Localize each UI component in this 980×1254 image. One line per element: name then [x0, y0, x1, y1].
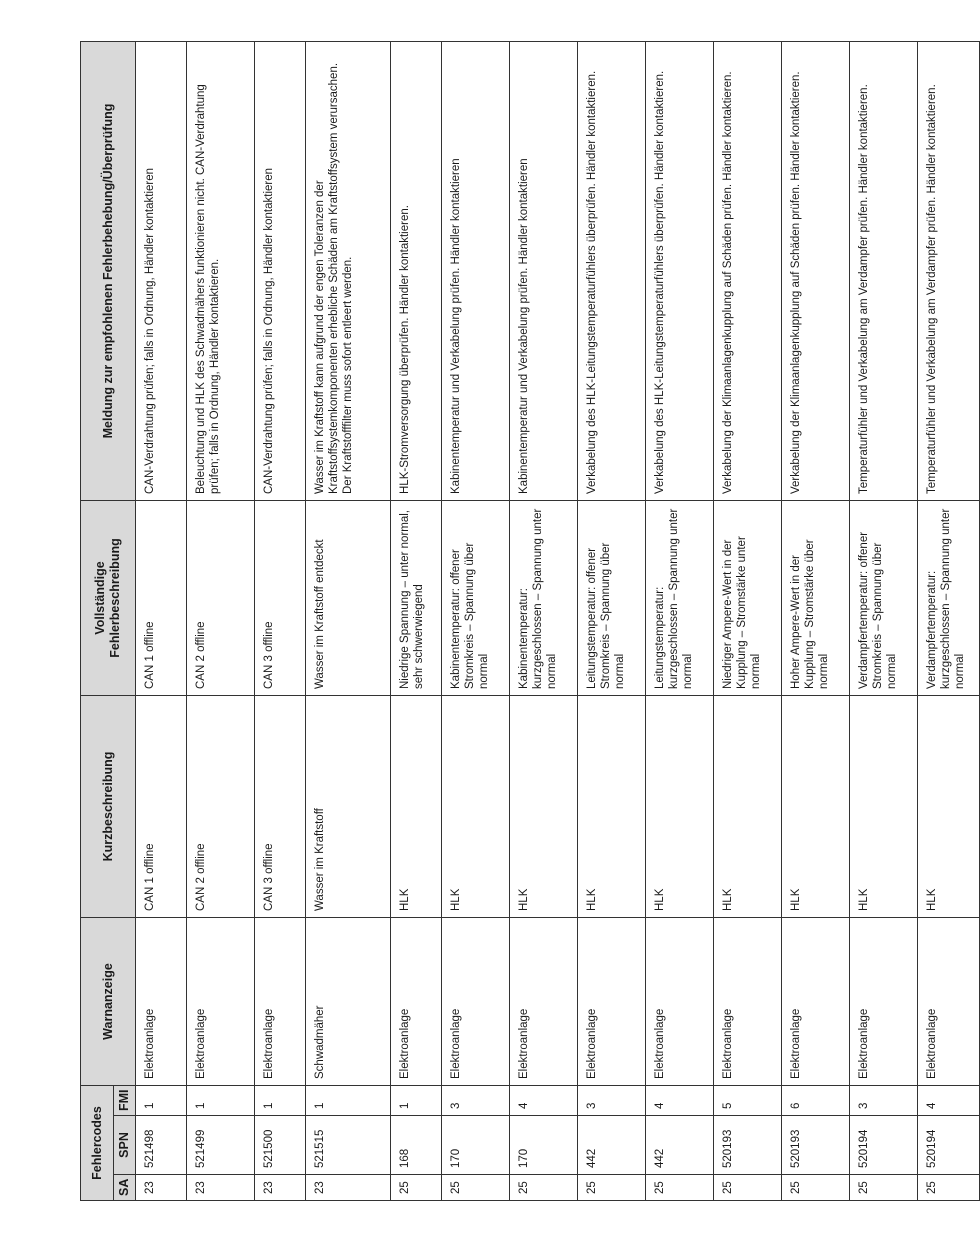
cell-warnanzeige: Elektroanlage	[918, 918, 980, 1086]
cell-vollstaendige: Verdampfertemperatur: kurzgeschlossen – Spannung unter normal	[918, 501, 980, 696]
cell-spn: 170	[442, 1116, 510, 1175]
cell-sa: 25	[442, 1175, 510, 1201]
cell-vollstaendige: Kabinentemperatur: offener Stromkreis – Spannung über normal	[442, 501, 510, 696]
cell-sa: 23	[136, 1175, 187, 1201]
table-row	[714, 42, 782, 1201]
header-meldung: Meldung zur empfohlenen Fehlerbehebung/Überprüfung	[81, 42, 136, 501]
cell-sa: 25	[391, 1175, 442, 1201]
table-header	[81, 42, 136, 1201]
table-row	[850, 42, 918, 1201]
cell-kurzbeschreibung: HLK	[510, 696, 578, 918]
cell-fmi: 1	[136, 1086, 187, 1116]
cell-spn: 520193	[782, 1116, 850, 1175]
table-row	[782, 42, 850, 1201]
table-row	[578, 42, 646, 1201]
cell-kurzbeschreibung: CAN 1 offline	[136, 696, 187, 918]
fault-code-table	[80, 41, 980, 1201]
cell-kurzbeschreibung: Wasser im Kraftstoff	[306, 696, 391, 918]
cell-fmi: 1	[255, 1086, 306, 1116]
cell-meldung: Verkabelung des HLK-Leitungstemperaturfühlers überprüfen. Händler kontaktieren.	[646, 42, 714, 501]
header-spn: SPN	[114, 1116, 136, 1175]
cell-meldung: Wasser im Kraftstoff kann aufgrund der engen Toleranzen der Kraftstoffsystemkomponenten erhebliche Schäden am Kraftstoffsystem verursachen. Der Kraftstofffilter muss sofort entleert werden.	[306, 42, 391, 501]
cell-sa: 23	[187, 1175, 255, 1201]
cell-vollstaendige: CAN 3 offline	[255, 501, 306, 696]
cell-sa: 25	[578, 1175, 646, 1201]
cell-warnanzeige: Elektroanlage	[510, 918, 578, 1086]
cell-meldung: Temperaturfühler und Verkabelung am Verdampfer prüfen. Händler kontaktieren.	[850, 42, 918, 501]
cell-spn: 521498	[136, 1116, 187, 1175]
cell-vollstaendige: Leitungstemperatur: offener Stromkreis – Spannung über normal	[578, 501, 646, 696]
cell-meldung: Verkabelung der Klimaanlagenkupplung auf Schäden prüfen. Händler kontaktieren.	[714, 42, 782, 501]
cell-fmi: 1	[391, 1086, 442, 1116]
cell-fmi: 1	[187, 1086, 255, 1116]
cell-fmi: 6	[782, 1086, 850, 1116]
cell-warnanzeige: Elektroanlage	[578, 918, 646, 1086]
cell-fmi: 4	[646, 1086, 714, 1116]
cell-meldung: Verkabelung der Klimaanlagenkupplung auf Schäden prüfen. Händler kontaktieren.	[782, 42, 850, 501]
rotated-page	[80, 42, 967, 1201]
cell-fmi: 4	[510, 1086, 578, 1116]
cell-meldung: CAN-Verdrahtung prüfen; falls in Ordnung, Händler kontaktieren	[255, 42, 306, 501]
cell-spn: 521515	[306, 1116, 391, 1175]
cell-vollstaendige: Niedrige Spannung – unter normal, sehr schwerwiegend	[391, 501, 442, 696]
cell-spn: 520194	[918, 1116, 980, 1175]
cell-warnanzeige: Elektroanlage	[136, 918, 187, 1086]
cell-warnanzeige: Schwadmäher	[306, 918, 391, 1086]
table-row	[510, 42, 578, 1201]
header-sa: SA	[114, 1175, 136, 1201]
cell-meldung: Beleuchtung und HLK des Schwadmähers funktionieren nicht. CAN-Verdrahtung prüfen; falls in Ordnung, Händler kontaktieren.	[187, 42, 255, 501]
cell-vollstaendige: CAN 2 offline	[187, 501, 255, 696]
cell-fmi: 3	[578, 1086, 646, 1116]
cell-sa: 25	[510, 1175, 578, 1201]
cell-sa: 25	[646, 1175, 714, 1201]
cell-spn: 168	[391, 1116, 442, 1175]
cell-warnanzeige: Elektroanlage	[442, 918, 510, 1086]
table-row	[136, 42, 187, 1201]
cell-warnanzeige: Elektroanlage	[391, 918, 442, 1086]
cell-warnanzeige: Elektroanlage	[255, 918, 306, 1086]
cell-warnanzeige: Elektroanlage	[187, 918, 255, 1086]
cell-kurzbeschreibung: CAN 2 offline	[187, 696, 255, 918]
header-vollstaendige: Vollständige Fehlerbeschreibung	[81, 501, 136, 696]
table-row	[306, 42, 391, 1201]
cell-meldung: Verkabelung des HLK-Leitungstemperaturfühlers überprüfen. Händler kontaktieren.	[578, 42, 646, 501]
cell-kurzbeschreibung: HLK	[850, 696, 918, 918]
cell-kurzbeschreibung: HLK	[714, 696, 782, 918]
cell-vollstaendige: Niedriger Ampere-Wert in der Kupplung – Stromstärke unter normal	[714, 501, 782, 696]
cell-vollstaendige: Leitungstemperatur: kurzgeschlossen – Spannung unter normal	[646, 501, 714, 696]
cell-spn: 520193	[714, 1116, 782, 1175]
cell-vollstaendige: Kabinentemperatur: kurzgeschlossen – Spannung unter normal	[510, 501, 578, 696]
cell-spn: 170	[510, 1116, 578, 1175]
cell-sa: 23	[255, 1175, 306, 1201]
cell-kurzbeschreibung: HLK	[578, 696, 646, 918]
cell-sa: 25	[850, 1175, 918, 1201]
cell-warnanzeige: Elektroanlage	[782, 918, 850, 1086]
cell-meldung: CAN-Verdrahtung prüfen; falls in Ordnung, Händler kontaktieren	[136, 42, 187, 501]
header-warnanzeige: Warnanzeige	[81, 918, 136, 1086]
cell-spn: 521499	[187, 1116, 255, 1175]
cell-meldung: HLK-Stromversorgung überprüfen. Händler kontaktieren.	[391, 42, 442, 501]
cell-spn: 442	[646, 1116, 714, 1175]
header-fmi: FMI	[114, 1086, 136, 1116]
table-row	[187, 42, 255, 1201]
cell-spn: 442	[578, 1116, 646, 1175]
cell-warnanzeige: Elektroanlage	[850, 918, 918, 1086]
cell-vollstaendige: Hoher Ampere-Wert in der Kupplung – Stromstärke über normal	[782, 501, 850, 696]
cell-fmi: 1	[306, 1086, 391, 1116]
table-row	[442, 42, 510, 1201]
cell-fmi: 3	[442, 1086, 510, 1116]
cell-fmi: 3	[850, 1086, 918, 1116]
cell-spn: 520194	[850, 1116, 918, 1175]
cell-kurzbeschreibung: HLK	[391, 696, 442, 918]
cell-sa: 23	[306, 1175, 391, 1201]
cell-kurzbeschreibung: CAN 3 offline	[255, 696, 306, 918]
cell-kurzbeschreibung: HLK	[782, 696, 850, 918]
table-row	[646, 42, 714, 1201]
cell-vollstaendige: Verdampfertemperatur: offener Stromkreis – Spannung über normal	[850, 501, 918, 696]
cell-warnanzeige: Elektroanlage	[714, 918, 782, 1086]
cell-meldung: Kabinentemperatur und Verkabelung prüfen. Händler kontaktieren	[442, 42, 510, 501]
cell-warnanzeige: Elektroanlage	[646, 918, 714, 1086]
table-row	[391, 42, 442, 1201]
cell-sa: 25	[782, 1175, 850, 1201]
table-body	[136, 42, 980, 1201]
header-fehlercodes: Fehlercodes	[81, 1086, 114, 1201]
cell-sa: 25	[714, 1175, 782, 1201]
cell-meldung: Kabinentemperatur und Verkabelung prüfen. Händler kontaktieren	[510, 42, 578, 501]
cell-fmi: 5	[714, 1086, 782, 1116]
cell-kurzbeschreibung: HLK	[646, 696, 714, 918]
table-row	[918, 42, 980, 1201]
cell-spn: 521500	[255, 1116, 306, 1175]
cell-vollstaendige: CAN 1 offline	[136, 501, 187, 696]
cell-fmi: 4	[918, 1086, 980, 1116]
cell-kurzbeschreibung: HLK	[442, 696, 510, 918]
cell-meldung: Temperaturfühler und Verkabelung am Verdampfer prüfen. Händler kontaktieren.	[918, 42, 980, 501]
cell-kurzbeschreibung: HLK	[918, 696, 980, 918]
header-kurzbeschreibung: Kurzbeschreibung	[81, 696, 136, 918]
table-row	[255, 42, 306, 1201]
cell-vollstaendige: Wasser im Kraftstoff entdeckt	[306, 501, 391, 696]
cell-sa: 25	[918, 1175, 980, 1201]
